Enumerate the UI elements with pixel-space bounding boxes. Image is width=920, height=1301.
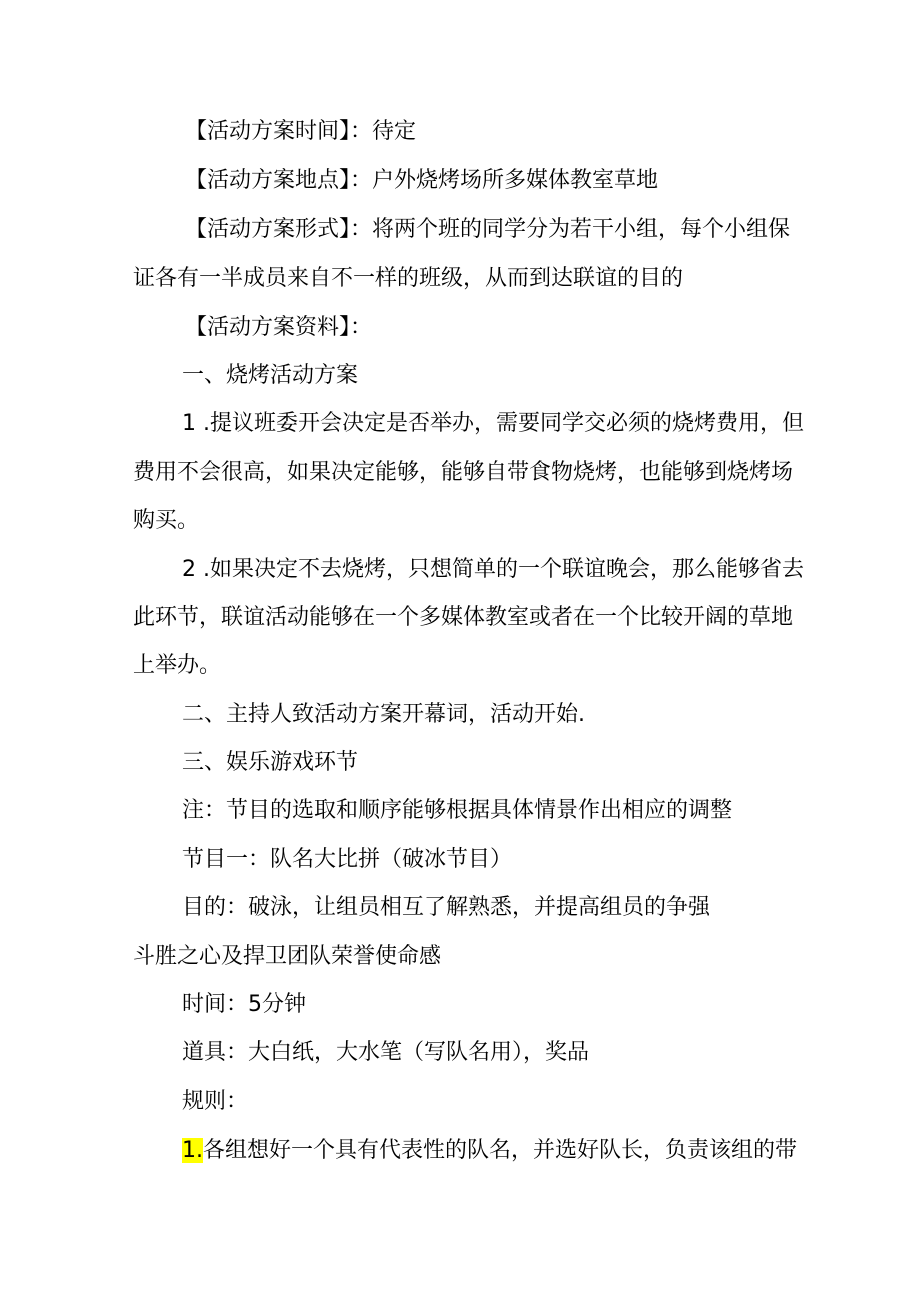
text-line: 2 .如果决定不去烧烤，只想简单的一个联谊晚会，那么能够省去: [182, 557, 804, 582]
text-line: 【活动方案时间】：待定: [185, 119, 417, 144]
text-line: 时间：5分钟: [182, 992, 306, 1017]
section-heading: 二、主持人致活动方案开幕词，活动开始.: [182, 702, 585, 727]
text-segment: 各组想好一个具有代表性的队名，并选好队长，负责该组的带: [203, 1138, 798, 1163]
text-line: 斗胜之心及捍卫团队荣誉使命感: [133, 944, 442, 969]
text-line: 此环节，联谊活动能够在一个多媒体教室或者在一个比较开阔的草地: [133, 605, 794, 630]
text-line: 【活动方案形式】：将两个班的同学分为若干小组，每个小组保: [185, 217, 791, 242]
text-line: 节目一：队名大比拼（破冰节目）: [182, 847, 513, 872]
text-line: 道具：大白纸，大水笔（写队名用），奖品: [182, 1040, 590, 1065]
text-line: 证各有一半成员来自不一样的班级，从而到达联谊的目的: [133, 266, 684, 291]
text-line: 费用不会很高，如果决定能够，能够自带食物烧烤，也能够到烧烤场: [133, 460, 794, 485]
section-heading: 一、烧烤活动方案: [182, 363, 359, 388]
text-line: 上举办。: [133, 653, 222, 678]
text-line: 购买。: [133, 508, 200, 533]
text-line: 【活动方案资料】：: [185, 315, 373, 340]
text-line: 【活动方案地点】：户外烧烤场所多媒体教室草地: [185, 168, 659, 193]
highlighted-number: 1.: [182, 1138, 203, 1163]
text-line-highlighted: [182, 1136, 797, 1166]
text-line: 1 .提议班委开会决定是否举办，需要同学交必须的烧烤费用，但: [182, 411, 804, 436]
text-line: 注：节目的选取和顺序能够根据具体情景作出相应的调整: [182, 798, 733, 823]
text-line: 规则：: [182, 1089, 249, 1114]
text-line: 目的：破泳，让组员相互了解熟悉，并提高组员的争强: [182, 895, 711, 920]
section-heading: 三、娱乐游戏环节: [182, 750, 359, 775]
